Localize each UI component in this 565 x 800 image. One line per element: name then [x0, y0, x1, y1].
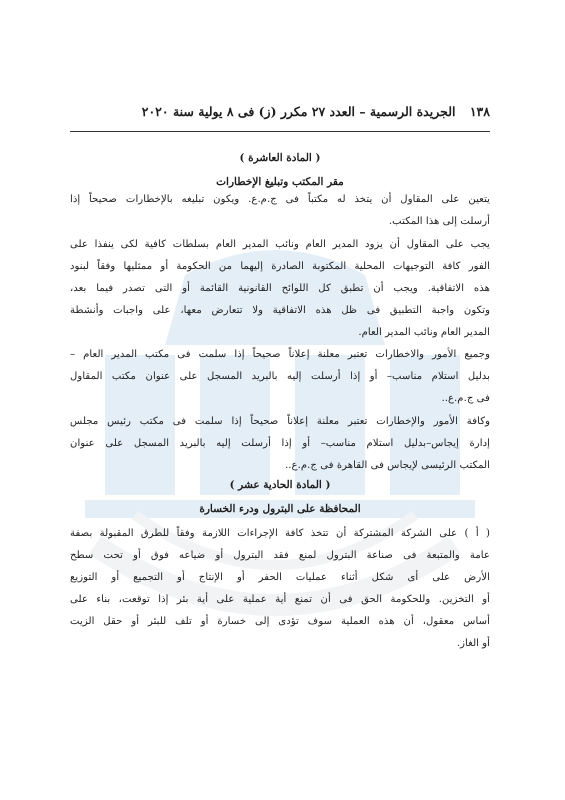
- article-10-line: بدليل استلام مناسب– أو إذا أرسلت إليه بالبريد المسجل على عنوان مكتب المقاول: [70, 371, 490, 382]
- article-10-line: وكافة الأمور والإخطارات تعتبر معلنة إعلاناً صحيحاً إذا سلمت فى مكتب رئيس مجلس: [70, 416, 490, 427]
- article-11-line: أساس معقول، أن هذه العملية سوف تؤدى إلى خسارة أو تلف للبئر أو حقل الزيت: [70, 616, 490, 627]
- article-10-line: وتكون واجبة التطبيق فى ظل هذه الاتفاقية ولا تتعارض معها، على واجبات وأنشطة: [70, 305, 490, 316]
- article-11-line: الأرض على أى شكل أثناء عمليات الحفر أو الإنتاج أو التجميع أو التوزيع: [70, 572, 490, 583]
- article-10-title: ( المادة العاشرة ): [239, 152, 321, 164]
- article-11-line: أو التخزين. وللحكومة الحق فى أن تمنع أية عملية على أية بئر إذا توقعت، بناء على: [70, 594, 490, 605]
- article-10-subtitle: مقر المكتب وتبليغ الإخطارات: [216, 176, 344, 188]
- article-11-line: عامة والمتبعة فى صناعة البترول لمنع فقد البترول أو ضياعه فوق أو تحت سطح: [70, 550, 490, 561]
- article-10-line: المكتب الرئيسى لإيجاس فى القاهرة فى ج.م.ع..: [285, 460, 490, 471]
- article-10-line: يتعين على المقاول أن يتخذ له مكتباً فى ج.م.ع. ويكون تبليغه بالإخطارات صحيحاً إذا: [70, 194, 490, 205]
- article-11-line: ( أ ) على الشركة المشتركة أن تتخذ كافة الإجراءات اللازمة وفقاً للطرق المقبولة بصفة: [70, 528, 490, 539]
- article-10-line: هذه الاتفاقية. ويجب أن تطبق كل اللوائح القانونية القائمة أو التى تصدر فيما بعد،: [70, 283, 490, 294]
- article-10-line: أرسلت إلى هذا المكتب.: [388, 216, 490, 227]
- header-rule: [70, 131, 490, 132]
- article-10-line: المدير العام ونائب المدير العام.: [358, 327, 490, 338]
- page-number: ١٣٨: [469, 104, 490, 119]
- article-11-title: ( المادة الحادية عشر ): [229, 479, 331, 491]
- article-11-line: أو الغاز.: [456, 638, 490, 649]
- article-10-line: إدارة إيجاس–بدليل استلام مناسب– أو إذا أرسلت إليه بالبريد المسجل على عنوان: [70, 438, 490, 449]
- article-10-line: يجب على المقاول أن يزود المدير العام ونائب المدير العام بسلطات كافية لكى ينفذا على: [70, 239, 490, 250]
- article-11-subtitle: المحافظة على البترول ودرء الخسارة: [199, 503, 361, 515]
- page-header: [70, 104, 490, 126]
- article-10-line: فى ج.م.ع..: [441, 393, 490, 404]
- header-text: الجريدة الرسمية – العدد ٢٧ مكرر (ز) فى ٨ يولية سنة ٢٠٢٠: [141, 104, 456, 119]
- article-10-line: الفور كافة التوجيهات المحلية المكتوبة الصادرة إليهما من الحكومة أو ممثليها وفقاً لبنود: [70, 261, 490, 272]
- document-page: [70, 0, 490, 800]
- article-10-line: وجميع الأمور والاخطارات تعتبر معلنة إعلاناً صحيحاً إذا سلمت فى مكتب المدير العام –: [70, 349, 490, 360]
